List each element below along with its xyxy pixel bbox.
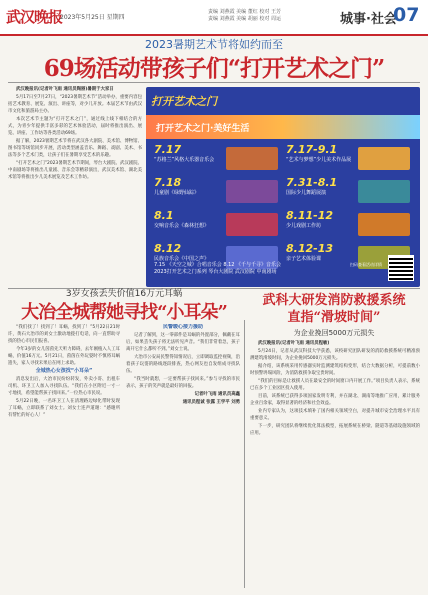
article1-paragraph: 本次艺术节主题为“打开艺术之门”，通过线上线下相结合的方式，为青少年提供丰富多彩的艺术体验活动，届时将推出演出、展览、讲座、工作坊等各类活动69场。	[8, 117, 142, 136]
event-date: 7.31-8.1	[286, 176, 338, 189]
section-title: 城事·社会	[340, 12, 397, 27]
event-note: 儿童剧《绿野仙踪》	[154, 190, 200, 196]
column-divider	[244, 320, 245, 588]
poster-event	[286, 176, 414, 207]
page-number: 07	[393, 4, 420, 26]
poster-footer-line: 2023打开艺术之门系列 琴台大剧院 武汉剧院 中南剧场	[154, 269, 277, 275]
event-note: 民族音乐会《中国之声》	[154, 256, 210, 262]
article2-kicker: 3岁女孩丢失价值16万元耳蜗	[65, 289, 183, 299]
poster-event	[286, 209, 414, 240]
event-note: “苏格兰”风格大乐器音乐会	[154, 157, 215, 163]
article2-paragraph: 5月22日晚，一名环卫工人在清理路边绿化带时发现了耳蜗，立即联系了刘女士。刘女士连声道谢：“感谢所有帮忙的好心人！”	[8, 399, 120, 418]
article2-paragraph: 今年3岁的女儿茵茵先天听力障碍，去年刚植入人工耳蜗，价值16万元。5月21日，茵茵在外玩耍时不慎将耳蜗遗失，家人寻找未果后在网上求助。	[8, 347, 120, 366]
event-photo	[226, 213, 278, 236]
article3-headline-line: 武科大研发消防救援系统	[262, 293, 406, 308]
article3-body	[250, 340, 420, 588]
article2-paragraph: “我们找了！找到了！耳蜗，找到了！”5月22日21时许，黄石大冶市的刘女士激动地拨打电话，向一直帮助寻找的热心市民们报喜。	[8, 325, 120, 344]
poster-title: 打开艺术之门	[151, 95, 217, 108]
article2-column-1	[8, 324, 120, 588]
event-photo	[226, 147, 278, 170]
poster-event	[154, 209, 282, 240]
event-date: 7.18	[154, 176, 182, 189]
masthead-credits	[208, 9, 281, 23]
event-note: “艺术与梦想”少儿美术作品展	[286, 157, 352, 163]
article2-headline: 大冶全城帮她寻找“小耳朵”	[21, 302, 227, 323]
article2-paragraph: 消息发出后，大冶市民纷纷转发，外卖小哥、出租车司机、环卫工人加入寻找队伍。“我们在小区附近一寸一寸地找，希望能帮孩子找回来。”一位热心市民说。	[8, 377, 120, 396]
article2-paragraph: “我当时就想，一定要帮孩子找回来。”参与寻找的市民表示，孩子的笑声就是最好的回报。	[126, 377, 240, 389]
article1-headline: 69场活动带孩子们“打开艺术之门”	[43, 55, 385, 82]
article2-byline: 记者叶飞雨 通讯员高鑫	[194, 392, 240, 397]
event-date: 8.11-12	[286, 209, 334, 222]
credit-line-2: 责编 刘燕霞 美编 胡丽 校对 周运	[208, 16, 281, 22]
issue-date: 2023年5月25日 星期四	[60, 14, 125, 21]
event-note: 少儿戏剧工作坊	[286, 223, 322, 229]
poster-event	[286, 143, 414, 174]
article2-paragraph: 记者了解到，这一零部件是耳蜗的外置部分，佩戴在耳后，如果丢失孩子将无法听见声音。“我们非常着急，孩子离开它什么都听不到。”刘女士说。	[126, 333, 240, 352]
event-date: 7.17-9.1	[286, 143, 338, 156]
event-date: 8.1	[154, 209, 174, 222]
poster-footer	[154, 262, 354, 276]
article3-subheadline: 为企业挽回5000万元损失	[293, 329, 375, 337]
credit-line-1: 责编 刘燕霞 美编 董红 校对 王芳	[208, 9, 281, 15]
article3-lead: 武汉晚报讯(记者叶飞雨 通讯员程敏)	[258, 341, 330, 346]
poster-subtitle: 打开艺术之门·美好生活	[156, 124, 250, 134]
article3-paragraph: 据介绍，该系统采用传感器实时监测建筑结构变形，结合大数据分析，可提前数小时预警坍塌风险，为消防救援争取宝贵时间。	[250, 364, 420, 376]
event-photo	[226, 180, 278, 203]
article1-body	[8, 86, 142, 282]
article1-paragraph: “打开艺术之门”2023暑期艺术节期间，琴台大剧院、武汉剧院、中南剧场等将推出儿童剧、音乐会等精彩演出，武汉美术馆、湖北美术馆等将推出少儿美术展览及艺术工作坊。	[8, 161, 142, 180]
event-note: 亲子艺术体验课	[286, 256, 322, 262]
event-photo	[358, 147, 410, 170]
arts-festival-poster	[146, 87, 420, 287]
article3-paragraph: “我们的目标是让救援人员在最安全的时间窗口内开展工作。”项目负责人表示，系统已在多个工业园区投入使用。	[250, 379, 420, 391]
event-date: 7.17	[154, 143, 182, 156]
event-date: 8.12	[154, 242, 182, 255]
article2-subheading: 民警暖心接力援助	[162, 324, 203, 330]
article1-paragraph: 据了解，2023暑期艺术节将在武汉各大剧院、美术馆、博物馆、图书馆等场馆同步开展，活动类型涵盖音乐、舞蹈、戏剧、美术、书法等多个艺术门类，让孩子们在暑期享受艺术的乐趣。	[8, 139, 142, 158]
article3-headline	[248, 292, 420, 326]
article3-paragraph: 业内专家认为，这项技术填补了国内相关领域空白，对提升城市安全治理水平具有重要意义。	[250, 409, 420, 421]
divider	[8, 82, 420, 83]
article2-byline: 通讯员程诚 张露 王学平 刘勇	[182, 400, 240, 405]
article1-paragraph: 5月17日至7月27日，“2023暑期艺术节”活动举办，重要内容包括艺术教育、展览、演出、讲座等，对少儿开放。本届艺术节由武汉市文化和旅游局主办。	[8, 95, 142, 114]
article2-column-2	[126, 324, 240, 588]
qr-code[interactable]	[388, 255, 414, 281]
qr-note: 扫码查看活动详情	[350, 262, 382, 267]
article2-subheading: 全城热心女孩找“小耳朵”	[35, 368, 93, 374]
poster-event	[154, 176, 282, 207]
event-photo	[358, 213, 410, 236]
article3-paragraph: 下一步，研究团队将继续优化算法模型，拓展系统在桥梁、隧道等基础设施领域的应用。	[250, 424, 420, 436]
article3-paragraph: 目前，该系统已获得多项国家发明专利，并在湖北、湖南等地推广应用，累计服务企业百余家，取得显著的经济和社会效益。	[250, 394, 420, 406]
newspaper-logo: 武汉晚报	[6, 8, 63, 26]
event-photo	[358, 180, 410, 203]
poster-event	[154, 143, 282, 174]
article3-paragraph: 5月24日，记者从武汉科技大学获悉，该校研究团队研发的消防救援系统可精准预测建筑滑坡时间，为企业挽回5000万元损失。	[250, 349, 420, 361]
event-date: 8.12-13	[286, 242, 334, 255]
article3-headline-line: 直指“滑坡时间”	[287, 310, 381, 325]
article1-lead: 武汉晚报讯(记者叶飞雨 通讯员陶丽)暑期于大家日	[16, 87, 114, 92]
event-note: 交响音乐会《森林狂想》	[154, 223, 210, 229]
poster-footer-line: 7.15 《天空之城》合唱音乐会 8.12 《千与千寻》音乐会	[154, 262, 282, 268]
event-note: 国际少儿舞蹈展演	[286, 190, 327, 196]
article1-kicker: 2023暑期艺术节将如约而至	[145, 38, 283, 51]
article2-paragraph: 大冶市公安局民警得知情况后，立即调取监控视频，沿着孩子玩耍的路线逐段排查，热心网友也自发组成寻找队伍。	[126, 355, 240, 374]
